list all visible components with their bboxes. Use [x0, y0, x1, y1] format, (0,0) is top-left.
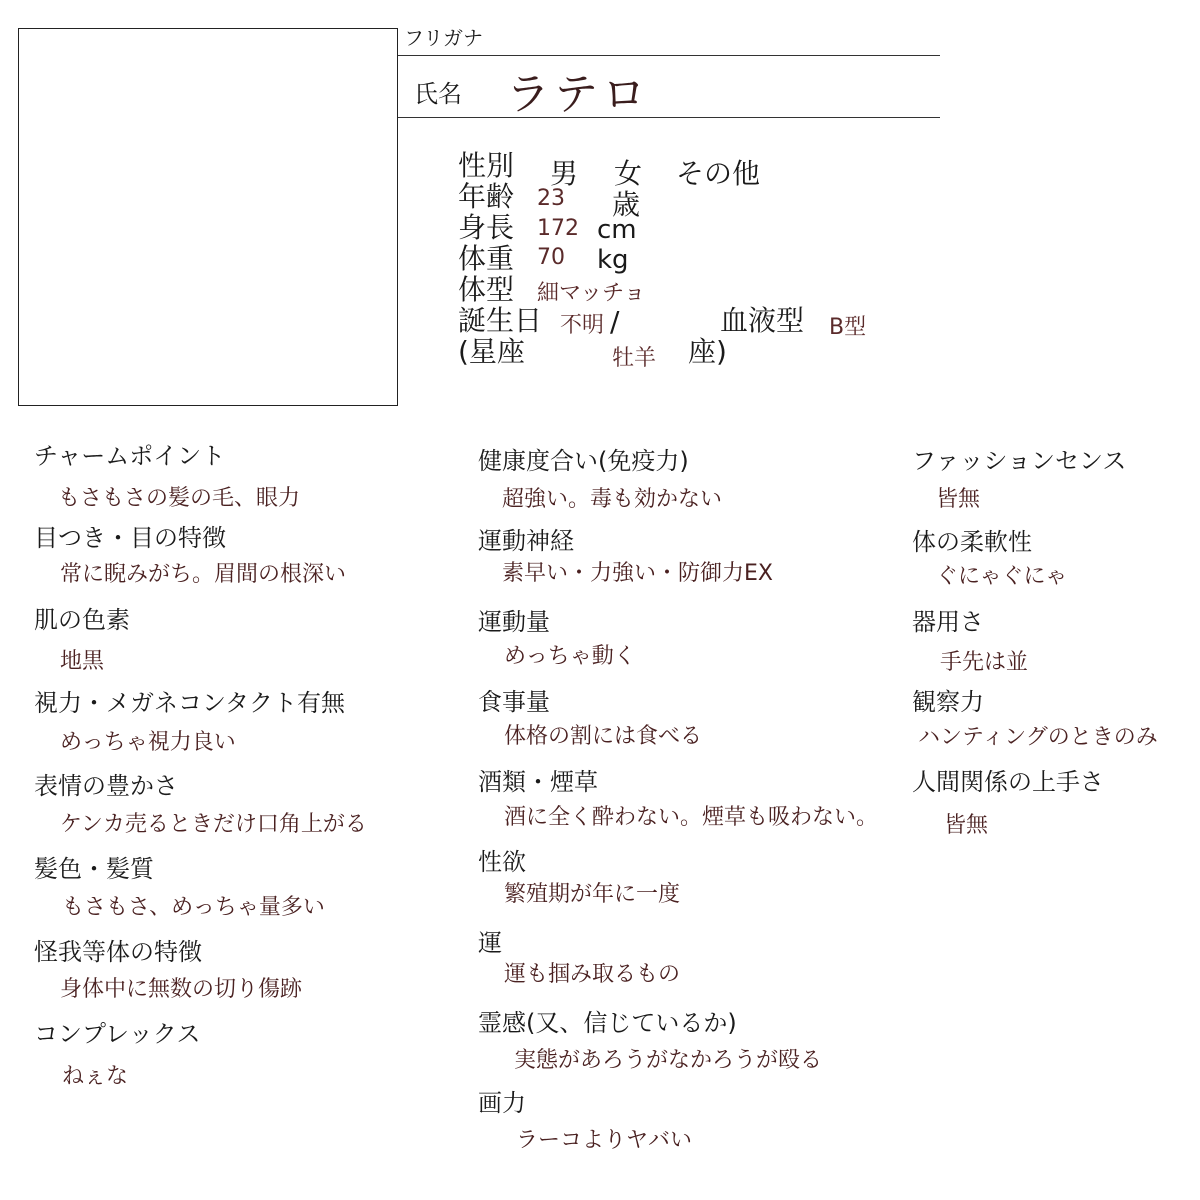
- answer-eyes: 常に睨みがち。眉間の根深い: [60, 562, 347, 587]
- answer-complex: ねぇな: [62, 1064, 129, 1089]
- answer-health: 超強い。毒も効かない: [502, 487, 723, 512]
- zodiac-close: 座): [688, 335, 727, 368]
- answer-alcohol: 酒に全く酔わない。煙草も吸わない。: [504, 805, 879, 830]
- question-alcohol: 酒類・煙草: [478, 768, 598, 796]
- question-motor: 運動神経: [478, 527, 574, 555]
- age-label: 年齢: [458, 180, 515, 213]
- question-expression: 表情の豊かさ: [34, 772, 178, 800]
- question-health: 健康度合い(免疫力): [478, 447, 689, 475]
- question-charm-point: チャームポイント: [34, 442, 226, 470]
- answer-luck: 運も掴み取るもの: [504, 962, 681, 987]
- blood-label: 血液型: [720, 304, 805, 337]
- zodiac-value: 牡羊: [612, 346, 657, 371]
- answer-hair: もさもさ、めっちゃ量多い: [62, 895, 325, 920]
- answer-spirit: 実態があろうがなかろうが殴る: [514, 1048, 823, 1073]
- question-eyes: 目つき・目の特徴: [34, 524, 226, 552]
- name-value: ラテロ: [506, 69, 650, 120]
- height-unit: cm: [597, 215, 637, 245]
- answer-injuries: 身体中に無数の切り傷跡: [60, 977, 303, 1002]
- weight-unit: kg: [597, 245, 629, 275]
- gender-female: 女: [614, 157, 643, 190]
- question-dexterity: 器用さ: [912, 608, 984, 636]
- question-skin: 肌の色素: [34, 606, 130, 634]
- question-observation: 観察力: [912, 688, 984, 716]
- question-libido: 性欲: [478, 848, 526, 876]
- question-hair: 髪色・髪質: [34, 855, 154, 883]
- question-injuries: 怪我等体の特徴: [34, 938, 202, 966]
- gender-label: 性別: [458, 149, 515, 182]
- height-label: 身長: [458, 211, 515, 244]
- answer-meal: 体格の割には食べる: [504, 724, 703, 749]
- answer-drawing: ラーコよりヤバい: [516, 1128, 693, 1153]
- question-spirit: 霊感(又、信じているか): [478, 1009, 737, 1037]
- age-value: 23: [537, 186, 565, 211]
- zodiac-open: (星座: [458, 335, 525, 368]
- build-label: 体型: [458, 273, 515, 306]
- furigana-divider: [398, 55, 940, 56]
- question-eyesight: 視力・メガネコンタクト有無: [34, 689, 346, 717]
- birthday-label: 誕生日: [458, 304, 543, 337]
- answer-motor: 素早い・力強い・防御力EX: [502, 561, 773, 586]
- answer-dexterity: 手先は並: [940, 650, 1029, 675]
- age-unit: 歳: [612, 188, 641, 221]
- answer-observation: ハンティングのときのみ: [918, 725, 1158, 750]
- gender-other: その他: [676, 157, 761, 190]
- answer-fashion: 皆無: [936, 487, 981, 512]
- gender-male: 男: [550, 157, 579, 190]
- answer-activity: めっちゃ動く: [504, 644, 636, 669]
- question-drawing: 画力: [478, 1089, 526, 1117]
- photo-frame: [18, 28, 398, 406]
- answer-flexibility: ぐにゃぐにゃ: [936, 564, 1068, 589]
- name-label: 氏名: [414, 80, 462, 108]
- birthday-separator: /: [610, 305, 620, 338]
- blood-value: B型: [829, 315, 867, 340]
- birthday-value: 不明: [560, 313, 605, 338]
- weight-value: 70: [537, 245, 565, 270]
- answer-charm-point: もさもさの髪の毛、眼力: [58, 486, 301, 511]
- answer-expression: ケンカ売るときだけ口角上がる: [60, 812, 367, 837]
- name-divider: [398, 117, 940, 118]
- answer-skin: 地黒: [60, 649, 105, 674]
- question-activity: 運動量: [478, 608, 550, 636]
- question-relationships: 人間関係の上手さ: [912, 768, 1104, 796]
- question-meal: 食事量: [478, 688, 550, 716]
- build-value: 細マッチョ: [537, 281, 646, 306]
- question-flexibility: 体の柔軟性: [912, 528, 1032, 556]
- weight-label: 体重: [458, 242, 515, 275]
- answer-relationships: 皆無: [944, 813, 989, 838]
- question-complex: コンプレックス: [34, 1020, 201, 1048]
- answer-eyesight: めっちゃ視力良い: [60, 730, 236, 755]
- height-value: 172: [537, 216, 579, 241]
- answer-libido: 繁殖期が年に一度: [504, 882, 681, 907]
- question-fashion: ファッションセンス: [912, 447, 1127, 475]
- furigana-label: フリガナ: [404, 26, 483, 50]
- question-luck: 運: [478, 929, 502, 957]
